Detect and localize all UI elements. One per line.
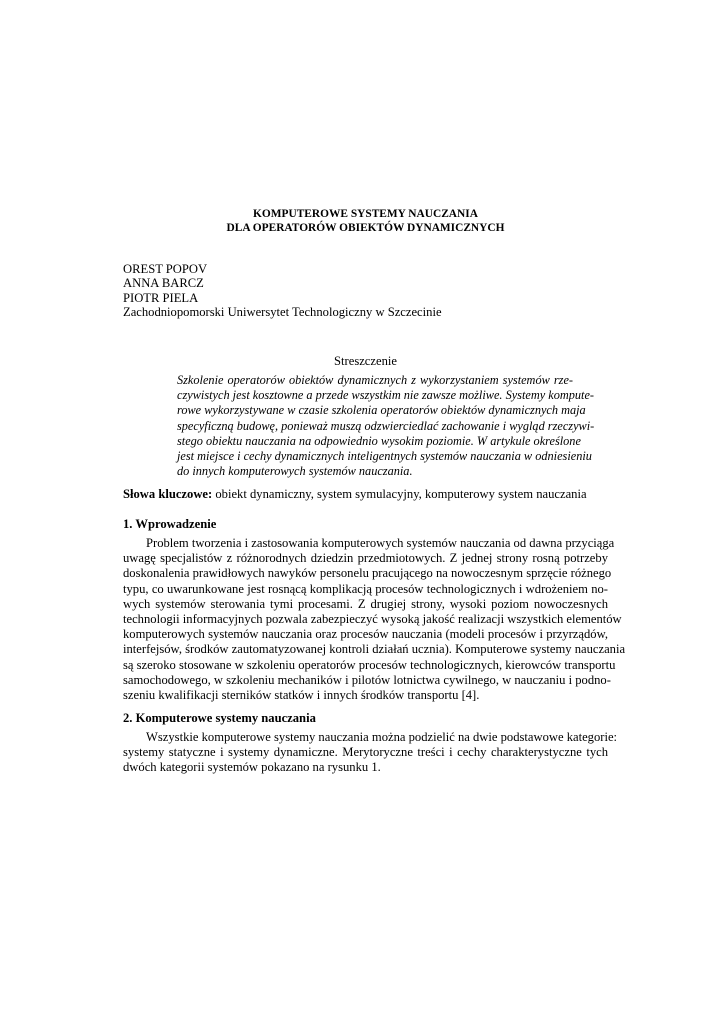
paper-title (123, 208, 608, 235)
paragraph-line: uwagę specjalistów z różnorodnych dziedzin przedmiotowych. Z jednej strony rosną potrzeby (123, 551, 608, 566)
paragraph-line: komputerowych systemów nauczania oraz procesów nauczania (modeli procesów i przyrządów, (123, 627, 608, 642)
title-line: KOMPUTEROWE SYSTEMY NAUCZANIA (253, 208, 478, 220)
keywords (123, 487, 608, 502)
paragraph-line: doskonalenia prawidłowych nawyków personelu pracującego na nowoczesnym sprzęcie różnego (123, 566, 612, 581)
abstract-line: czywistych jest kosztowne a przede wszystkim nie zawsze możliwe. Systemy kompute- (177, 388, 595, 403)
title-line: DLA OPERATORÓW OBIEKTÓW DYNAMICZNYCH (226, 221, 505, 234)
author-name: PIOTR PIELA (123, 290, 199, 305)
paragraph-line: samochodowego, w szkoleniu mechaników i pilotów lotnictwa cywilnego, w nauczaniu i podno- (123, 672, 611, 687)
abstract-line: specyficzną budowę, ponieważ muszą odzwierciedlać zachowanie i wygląd rzeczywi- (177, 418, 595, 433)
abstract-line: Szkolenie operatorów obiektów dynamicznych z wykorzystaniem systemów rze- (177, 373, 573, 387)
paragraph-line: typu, co uwarunkowane jest rosnącą komplikacją procesów technologicznych i wdrożeniem no- (123, 581, 608, 596)
abstract-line: do innych komputerowych systemów nauczania. (177, 464, 413, 479)
paragraph-line: systemy statyczne i systemy dynamiczne. Merytoryczne treści i cechy charakterystyczne tych (123, 745, 608, 760)
section-paragraph-introduction (123, 536, 626, 703)
abstract-line: rowe wykorzystywane w czasie szkolenia operatorów obiektów dynamicznych maja (177, 403, 586, 418)
paragraph-line: szeniu kwalifikacji sterników statków i innych środków transportu [4]. (123, 688, 480, 703)
paragraph-line: Problem tworzenia i zastosowania komputerowych systemów nauczania od dawna przyciąga (146, 536, 615, 550)
paragraph-line: Wszystkie komputerowe systemy nauczania można podzielić na dwie podstawowe kategorie: (146, 730, 618, 744)
abstract-line: stego obiektu nauczania na odpowiednio wysokim poziomie. W artykule określone (177, 433, 581, 448)
affiliation: Zachodniopomorski Uniwersytet Technologiczny w Szczecinie (123, 305, 442, 320)
abstract-body (177, 373, 595, 479)
author-list (123, 262, 608, 320)
paragraph-line: dwóch kategorii systemów pokazano na rysunku 1. (123, 760, 381, 775)
paragraph-line: wych systemów sterowania tymi procesami. Z drugiej strony, wysoki poziom nowoczesnych (123, 596, 608, 611)
author-name: ANNA BARCZ (123, 276, 204, 291)
paragraph-line: technologii informacyjnych pozwala zabezpieczyć wysoką jakość realizacji wszystkich elementów (123, 612, 622, 627)
section-paragraph-systems (123, 730, 618, 776)
paragraph-line: są szeroko stosowane w szkoleniu operatorów procesów technologicznych, kierowców transportu (123, 657, 616, 672)
paragraph-line: interfejsów, środków zautomatyzowanej kontroli działań ucznia). Komputerowe systemy nauczania (123, 642, 626, 657)
keywords-text: obiekt dynamiczny, system symulacyjny, komputerowy system nauczania (215, 487, 587, 501)
keywords-label: Słowa kluczowe: (123, 487, 213, 501)
author-name: OREST POPOV (123, 262, 208, 276)
section-heading-systems: 2. Komputerowe systemy nauczania (123, 711, 316, 725)
abstract-heading: Streszczenie (334, 354, 397, 368)
section-heading-introduction: 1. Wprowadzenie (123, 517, 217, 531)
abstract-line: jest miejsce i cechy dynamicznych inteligentnych systemów nauczania w odniesieniu (177, 449, 592, 464)
